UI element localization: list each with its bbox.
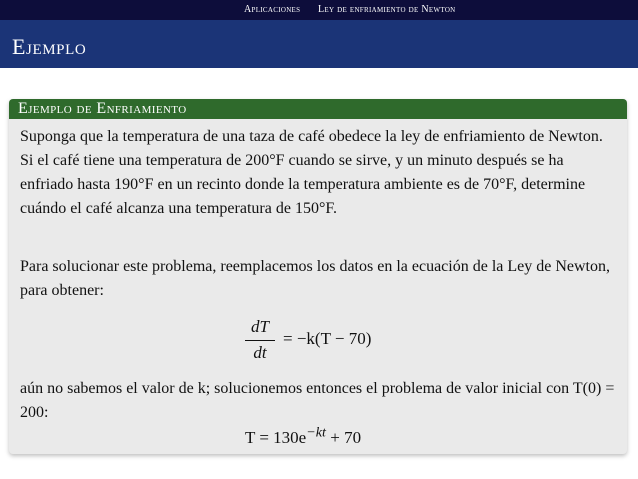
solution-intro: Para solucionar este problema, reemplacemos los datos en la ecuación de la Ley de Newton, para obtener: [20, 258, 610, 299]
slide-title: Ejemplo [12, 34, 87, 59]
equation-right-side: = −k(T − 70) [283, 329, 372, 348]
slide-title-bar [0, 20, 638, 68]
initial-value-text: aún no sabemos el valor de k; solucionemos entonces el problema de valor inicial con T(0) = 200: [20, 380, 615, 421]
top-navigation-bar [0, 0, 638, 20]
nav-subsection-link[interactable]: Ley de enfriamiento de Newton [318, 4, 456, 15]
solution-base: T = 130e [245, 427, 307, 447]
example-block-title: Ejemplo de Enfriamiento [18, 100, 187, 117]
example-block-header [9, 99, 627, 119]
fraction-numerator: dT [251, 317, 269, 336]
solution-tail: + 70 [326, 427, 362, 447]
fraction-bar [245, 340, 275, 341]
derivative-fraction [245, 317, 275, 363]
nav-section-link[interactable]: Aplicaciones [244, 4, 301, 15]
example-block [9, 99, 627, 454]
fraction-denominator: dt [253, 343, 267, 362]
solution-equation [245, 424, 361, 448]
solution-exponent: −kt [306, 424, 326, 440]
problem-statement: Suponga que la temperatura de una taza de café obedece la ley de enfriamiento de Newton. Si el café tiene una temperatura de 200°F cuando se sirve, y un minuto después se ha enfriado hasta 190°F en un recinto donde la temperatura ambiente es de 70°F, determine cuándo el café alcanza una temperatura de 150°F. [20, 128, 603, 217]
